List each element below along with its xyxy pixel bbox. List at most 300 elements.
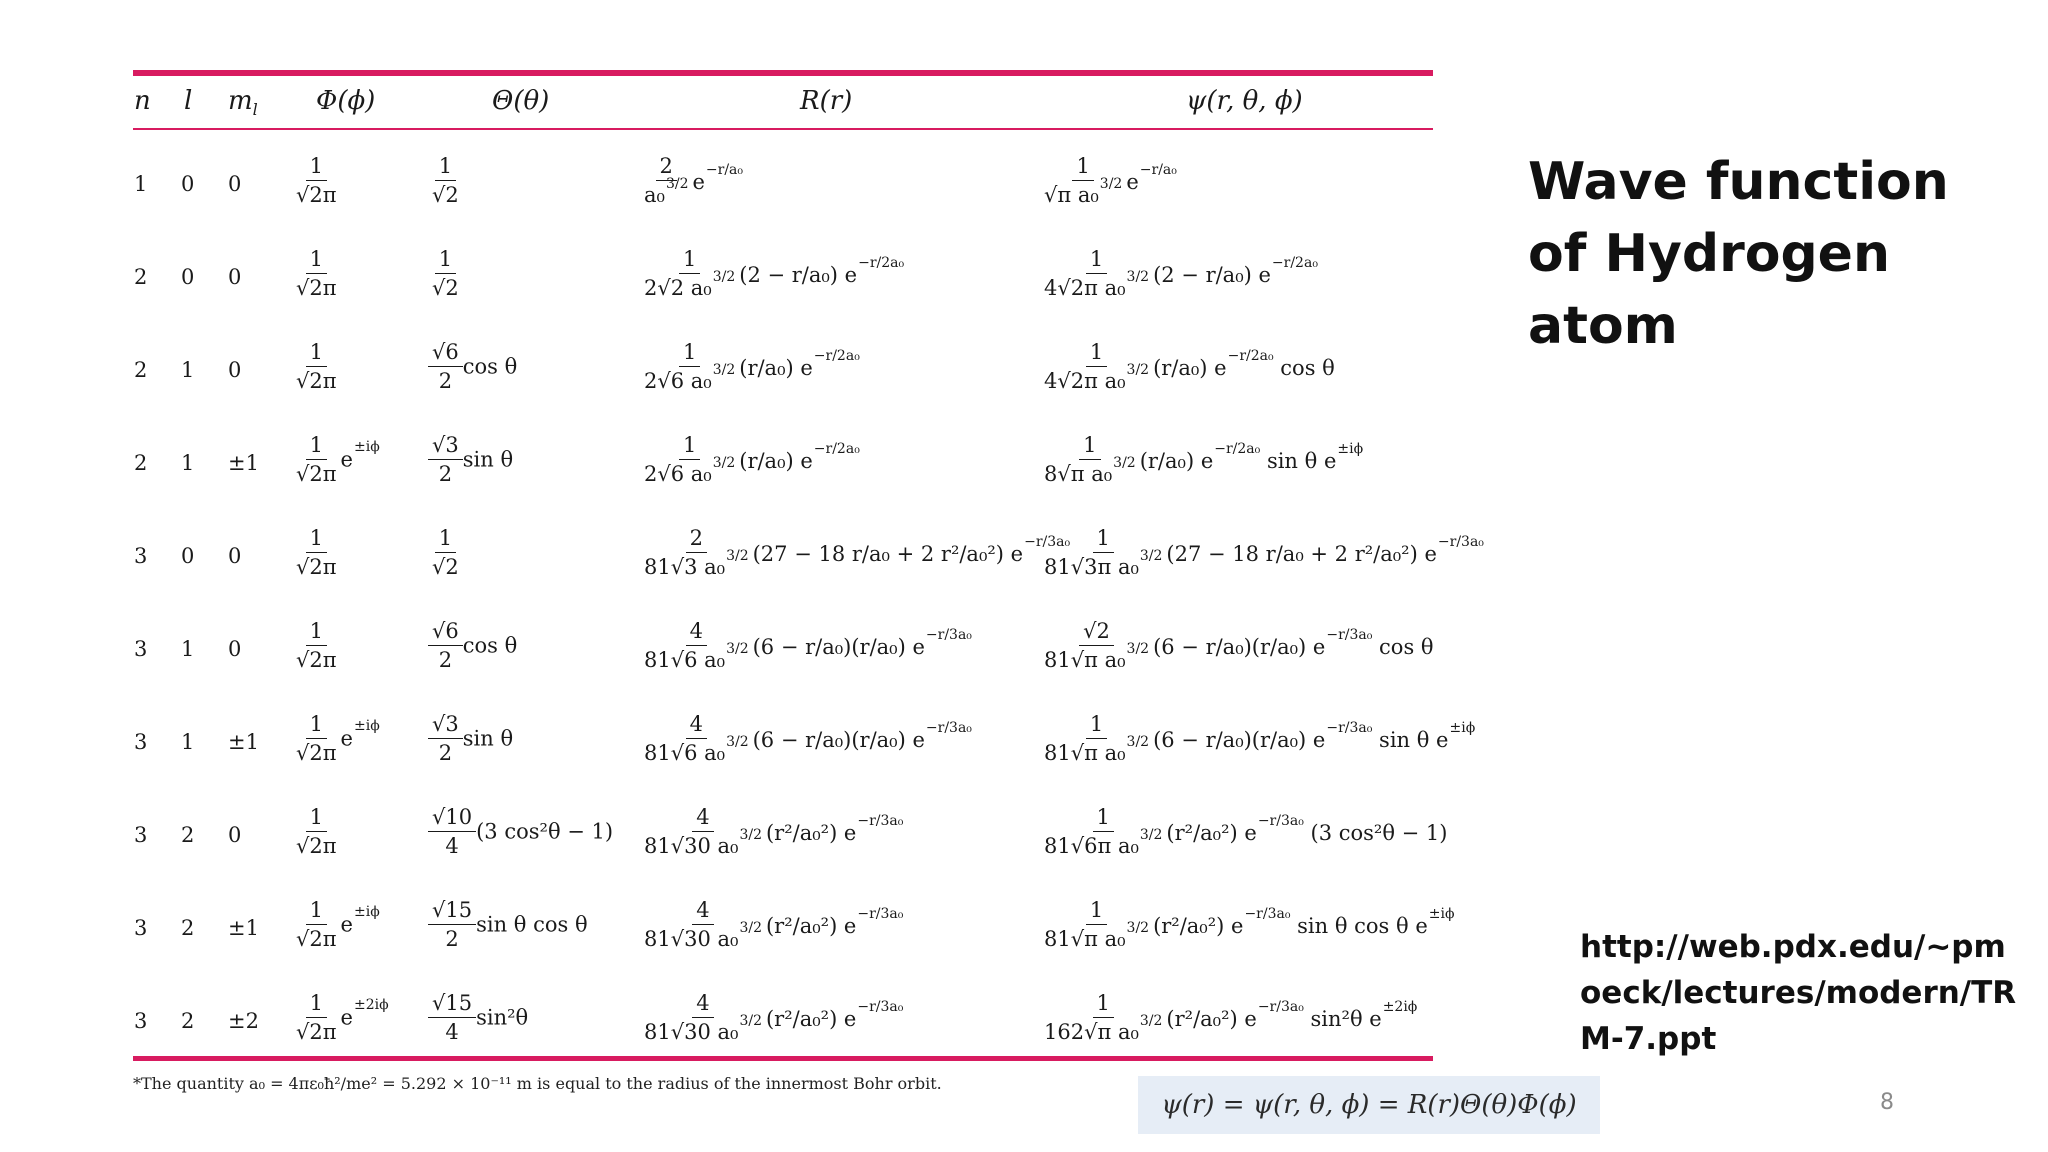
psi-cell-factor: (r/a₀) e (1139, 449, 1214, 473)
phi-cell-denominator (292, 367, 341, 395)
quantum-number-ml: 0 (228, 358, 242, 382)
theta-cell (428, 617, 517, 674)
psi-cell-exponent-2: ±iϕ (1449, 719, 1476, 736)
theta-cell-fraction (428, 989, 476, 1046)
psi-cell-factor-2: sin θ e (1260, 449, 1337, 473)
radial-cell-numerator: 1 (679, 245, 700, 274)
psi-cell-denominator-exponent: 3/2 (1126, 641, 1150, 657)
theta-cell-fraction (428, 524, 463, 581)
psi-cell-fraction (1040, 338, 1153, 398)
theta-cell-fraction (428, 338, 463, 395)
radial-cell (640, 803, 903, 863)
psi-cell-fraction (1040, 710, 1153, 770)
phi-cell-fraction (292, 338, 341, 395)
page-number: 8 (1880, 1090, 1894, 1115)
psi-cell-factor: (6 − r/a₀)(r/a₀) e (1153, 635, 1326, 659)
theta-cell (428, 896, 588, 953)
phi-cell-fraction (292, 524, 341, 581)
phi-cell-denominator-text: √2π (296, 927, 337, 951)
radial-cell-factor: (r/a₀) e (739, 449, 813, 473)
psi-cell-denominator-exponent: 3/2 (1139, 827, 1163, 843)
psi-cell-denominator-exponent: 3/2 (1139, 548, 1163, 564)
radial-cell (640, 338, 860, 398)
table-row (0, 235, 1440, 327)
radial-cell-factor: (r²/a₀²) e (765, 821, 857, 845)
theta-cell (428, 989, 528, 1046)
radial-cell-denominator (640, 920, 766, 956)
header-ml-subscript: l (252, 100, 258, 120)
phi-cell (292, 989, 389, 1046)
theta-cell-denominator (435, 646, 456, 674)
theta-cell-numerator: √6 (428, 338, 463, 367)
psi-cell-factor-2: (3 cos²θ − 1) (1303, 821, 1448, 845)
psi-cell (1040, 524, 1484, 584)
psi-cell-exponent: −r/2a₀ (1214, 440, 1261, 457)
radial-cell-denominator-text: 2√2 a₀ (644, 276, 712, 300)
radial-cell (640, 989, 903, 1049)
phi-cell-numerator: 1 (306, 524, 327, 553)
radial-cell-numerator: 4 (692, 896, 713, 925)
phi-cell-numerator: 1 (306, 989, 327, 1018)
psi-cell-denominator-text: 4√2π a₀ (1044, 369, 1126, 393)
psi-cell (1040, 710, 1475, 770)
psi-cell-factor: (r²/a₀²) e (1166, 1007, 1257, 1031)
radial-cell-denominator-text: 81√3 a₀ (644, 555, 726, 579)
psi-cell-denominator-exponent: 3/2 (1126, 920, 1150, 936)
quantum-number-n: 3 (134, 637, 148, 661)
radial-cell-fraction (640, 617, 753, 677)
header-l: l (184, 86, 193, 116)
radial-cell-exponent: −r/3a₀ (857, 998, 904, 1015)
radial-cell-numerator: 1 (679, 431, 700, 460)
psi-cell-factor: (27 − 18 r/a₀ + 2 r²/a₀²) e (1166, 542, 1437, 566)
psi-cell-exponent: −r/2a₀ (1227, 347, 1274, 364)
theta-cell-fraction (428, 152, 463, 209)
quantum-number-l: 1 (181, 451, 195, 475)
table-top-rule (133, 70, 1433, 76)
radial-cell-exponent: −r/3a₀ (857, 812, 904, 829)
radial-cell (640, 617, 972, 677)
theta-cell-numerator: 1 (435, 245, 456, 274)
phi-cell (292, 524, 341, 581)
table-row (0, 514, 1484, 606)
header-theta: Θ(θ) (492, 86, 550, 116)
quantum-number-ml: 0 (228, 637, 242, 661)
phi-cell-exponent: ±2iϕ (353, 997, 389, 1013)
phi-cell-denominator-text: √2π (296, 648, 337, 672)
psi-cell-exponent-2: ±iϕ (1428, 905, 1455, 922)
radial-cell-denominator (640, 269, 739, 305)
psi-cell-exponent: −r/3a₀ (1437, 533, 1484, 550)
phi-cell-denominator (292, 925, 341, 953)
radial-cell-denominator-exponent: 3/2 (726, 548, 749, 564)
psi-cell-denominator (1040, 455, 1140, 491)
theta-cell-fraction (428, 431, 463, 488)
radial-cell-denominator-exponent: 3/2 (726, 641, 749, 657)
radial-cell-denominator-exponent: 3/2 (665, 176, 689, 192)
phi-cell-denominator-text: √2π (296, 1020, 337, 1044)
quantum-number-l: 2 (181, 1009, 195, 1033)
theta-cell-fraction (428, 896, 476, 953)
psi-cell-denominator (1040, 269, 1153, 305)
quantum-number-ml: ±1 (228, 730, 259, 754)
radial-cell-factor: (27 − 18 r/a₀ + 2 r²/a₀²) e (752, 542, 1024, 566)
quantum-number-l: 0 (181, 265, 195, 289)
table-row (0, 142, 1440, 234)
theta-cell (428, 431, 513, 488)
phi-cell-denominator (292, 181, 341, 209)
theta-cell-numerator: 1 (435, 524, 456, 553)
quantum-number-l: 0 (181, 172, 195, 196)
radial-cell-denominator-exponent: 3/2 (739, 827, 762, 843)
radial-cell-fraction (640, 896, 766, 956)
theta-cell-factor: sin θ (462, 726, 514, 751)
theta-cell-denominator-text: 2 (445, 927, 459, 951)
radial-cell-denominator-exponent: 3/2 (739, 920, 762, 936)
quantum-number-ml: 0 (228, 823, 242, 847)
phi-cell-numerator: 1 (306, 710, 327, 739)
theta-cell-factor: cos θ (462, 354, 518, 379)
radial-cell-factor: (6 − r/a₀)(r/a₀) e (752, 728, 925, 752)
psi-cell-factor: (r/a₀) e (1153, 356, 1227, 380)
phi-cell-denominator (292, 739, 341, 767)
phi-cell-denominator (292, 646, 341, 674)
psi-cell-factor: (r²/a₀²) e (1153, 914, 1244, 938)
quantum-number-n: 1 (134, 172, 148, 196)
psi-cell-denominator-text: 81√π a₀ (1044, 741, 1126, 765)
phi-cell-exponent: ±iϕ (353, 718, 380, 734)
phi-cell (292, 617, 341, 674)
quantum-number-ml: 0 (228, 265, 242, 289)
table-footnote: *The quantity a₀ = 4πε₀ħ²/me² = 5.292 × 10⁻¹¹ m is equal to the radius of the innermost Bohr orbit. (133, 1074, 942, 1093)
radial-cell-fraction (640, 152, 692, 212)
psi-cell-denominator-exponent: 3/2 (1126, 734, 1150, 750)
radial-cell-denominator-text: 81√30 a₀ (644, 927, 739, 951)
theta-cell-factor: (3 cos²θ − 1) (476, 819, 614, 844)
quantum-number-ml: ±1 (228, 451, 259, 475)
radial-cell-denominator (640, 176, 692, 212)
psi-cell-factor: (6 − r/a₀)(r/a₀) e (1153, 728, 1326, 752)
phi-cell-fraction (292, 617, 341, 674)
theta-cell-denominator-text: √2 (432, 183, 459, 207)
theta-cell (428, 152, 463, 209)
theta-cell-numerator: √3 (428, 710, 463, 739)
header-ml (228, 86, 258, 119)
psi-cell-fraction (1040, 524, 1166, 584)
psi-cell-denominator-exponent: 3/2 (1139, 1013, 1163, 1029)
psi-cell-denominator-text: 81√6π a₀ (1044, 834, 1139, 858)
radial-cell-fraction (640, 989, 766, 1049)
psi-cell-numerator: 1 (1086, 710, 1107, 739)
source-url: http://web.pdx.edu/~pmoeck/lectures/modern/TRM-7.ppt (1580, 929, 2017, 1057)
radial-cell (640, 710, 972, 770)
theta-cell-denominator-text: 2 (438, 462, 453, 486)
psi-cell-factor: e (1126, 170, 1139, 194)
quantum-number-ml: ±1 (228, 916, 259, 940)
theta-cell-denominator-text: √2 (432, 276, 459, 300)
theta-cell (428, 245, 463, 302)
psi-cell-fraction (1040, 617, 1153, 677)
theta-cell (428, 710, 513, 767)
radial-cell-factor: e (692, 170, 705, 194)
theta-cell-factor: sin θ cos θ (476, 912, 588, 937)
psi-cell-denominator (1040, 176, 1126, 212)
theta-cell-fraction (428, 803, 476, 860)
theta-cell-factor: cos θ (462, 633, 518, 658)
phi-cell (292, 803, 341, 860)
quantum-number-ml: 0 (228, 544, 242, 568)
radial-cell-denominator-text: 81√6 a₀ (644, 741, 726, 765)
psi-cell-fraction (1040, 989, 1166, 1049)
psi-cell-denominator-exponent: 3/2 (1113, 455, 1136, 471)
psi-cell-denominator (1040, 827, 1166, 863)
phi-cell (292, 710, 380, 767)
quantum-number-l: 2 (181, 823, 195, 847)
psi-cell-numerator: 1 (1086, 896, 1107, 925)
radial-cell-denominator-text: 2√6 a₀ (644, 462, 712, 486)
quantum-number-n: 2 (134, 358, 148, 382)
phi-cell (292, 896, 380, 953)
psi-cell-numerator: √2 (1079, 617, 1114, 646)
theta-cell-numerator: √15 (428, 896, 476, 925)
psi-cell-exponent: −r/3a₀ (1326, 626, 1373, 643)
product-formula: ψ(r) = ψ(r, θ, ϕ) = R(r)Θ(θ)Φ(ϕ) (1138, 1076, 1600, 1134)
psi-cell-factor: (r²/a₀²) e (1166, 821, 1257, 845)
psi-cell-factor-2: sin²θ e (1303, 1007, 1382, 1031)
radial-cell-exponent: −r/2a₀ (813, 347, 860, 364)
quantum-number-n: 3 (134, 544, 148, 568)
slide-title: Wave function of Hydrogen atom (1528, 152, 1949, 356)
theta-cell-fraction (428, 710, 463, 767)
radial-cell-fraction (640, 245, 739, 305)
quantum-number-l: 1 (181, 358, 195, 382)
radial-cell-denominator (640, 1013, 766, 1049)
radial-cell-denominator (640, 827, 766, 863)
psi-cell-fraction (1040, 152, 1126, 212)
phi-cell-numerator: 1 (306, 431, 327, 460)
radial-cell-factor: (2 − r/a₀) e (739, 263, 858, 287)
psi-cell-factor-2: cos θ (1372, 635, 1434, 659)
phi-cell-denominator-text: √2π (296, 183, 337, 207)
table-row (0, 421, 1440, 513)
header-phi: Φ(ϕ) (316, 86, 376, 116)
quantum-number-n: 3 (134, 1009, 148, 1033)
theta-cell (428, 524, 463, 581)
theta-cell-denominator-text: √2 (432, 555, 459, 579)
radial-cell-fraction (640, 338, 739, 398)
radial-cell-denominator-text: 81√6 a₀ (644, 648, 726, 672)
table-header-rule (133, 128, 1433, 130)
radial-cell (640, 152, 743, 212)
psi-cell-denominator (1040, 548, 1166, 584)
psi-cell (1040, 803, 1447, 863)
theta-cell-denominator (441, 925, 462, 953)
psi-cell-denominator-text: 81√π a₀ (1044, 648, 1126, 672)
phi-cell (292, 431, 380, 488)
radial-cell-fraction (640, 710, 753, 770)
quantum-number-n: 2 (134, 265, 148, 289)
radial-cell-denominator-text: 81√30 a₀ (644, 834, 739, 858)
table-row (0, 607, 1440, 699)
psi-cell-denominator (1040, 362, 1153, 398)
table-row (0, 328, 1440, 420)
psi-cell-denominator-exponent: 3/2 (1126, 269, 1150, 285)
theta-cell-denominator (441, 1018, 462, 1046)
phi-cell-fraction (292, 803, 341, 860)
psi-cell-numerator: 1 (1093, 803, 1114, 832)
radial-cell-numerator: 1 (679, 338, 700, 367)
phi-cell (292, 338, 341, 395)
psi-cell-exponent: −r/2a₀ (1271, 254, 1318, 271)
theta-cell-numerator: 1 (435, 152, 456, 181)
theta-cell-denominator (428, 274, 463, 302)
theta-cell-denominator (441, 832, 462, 860)
radial-cell-denominator-exponent: 3/2 (726, 734, 749, 750)
theta-cell-denominator (428, 553, 463, 581)
psi-cell-factor-2: sin θ e (1372, 728, 1449, 752)
psi-cell (1040, 152, 1177, 212)
quantum-number-n: 3 (134, 730, 148, 754)
quantum-number-n: 2 (134, 451, 148, 475)
phi-cell-fraction (292, 152, 341, 209)
radial-cell (640, 431, 860, 491)
psi-cell-denominator (1040, 641, 1153, 677)
phi-cell-factor: e (340, 912, 353, 937)
psi-cell (1040, 245, 1318, 305)
header-n: n (134, 86, 151, 116)
quantum-number-l: 1 (181, 637, 195, 661)
phi-cell-denominator-text: √2π (296, 462, 337, 486)
quantum-number-ml: ±2 (228, 1009, 259, 1033)
psi-cell-denominator-text: 81√3π a₀ (1044, 555, 1139, 579)
phi-cell-numerator: 1 (306, 617, 327, 646)
quantum-number-l: 2 (181, 916, 195, 940)
radial-cell-numerator: 4 (692, 989, 713, 1018)
psi-cell-denominator-text: 162√π a₀ (1044, 1020, 1139, 1044)
radial-cell-denominator (640, 734, 753, 770)
theta-cell-factor: sin²θ (476, 1005, 529, 1030)
psi-cell-exponent-2: ±2iϕ (1382, 998, 1418, 1015)
radial-cell-numerator: 2 (686, 524, 707, 553)
phi-cell-exponent: ±iϕ (353, 439, 380, 455)
theta-cell-factor: sin θ (462, 447, 514, 472)
radial-cell-denominator-text: 81√30 a₀ (644, 1020, 739, 1044)
phi-cell-factor: e (340, 726, 353, 751)
psi-cell-exponent: −r/3a₀ (1244, 905, 1291, 922)
phi-cell-numerator: 1 (306, 896, 327, 925)
theta-cell-denominator (428, 181, 463, 209)
theta-cell-denominator (435, 367, 456, 395)
phi-cell-numerator: 1 (306, 152, 327, 181)
radial-cell (640, 524, 1070, 584)
radial-cell-factor: (r/a₀) e (739, 356, 813, 380)
phi-cell-denominator (292, 1018, 341, 1046)
psi-cell-fraction (1040, 431, 1140, 491)
phi-cell-numerator: 1 (306, 338, 327, 367)
quantum-number-n: 3 (134, 823, 148, 847)
psi-cell (1040, 896, 1455, 956)
psi-cell-fraction (1040, 803, 1166, 863)
theta-cell-numerator: √3 (428, 431, 463, 460)
radial-cell-exponent: −r/a₀ (705, 161, 744, 178)
psi-cell-denominator (1040, 920, 1153, 956)
theta-cell-numerator: √10 (428, 803, 476, 832)
psi-cell-denominator-exponent: 3/2 (1099, 176, 1123, 192)
radial-cell-denominator-exponent: 3/2 (712, 362, 736, 378)
psi-cell-exponent: −r/3a₀ (1326, 719, 1373, 736)
radial-cell-factor: (r²/a₀²) e (765, 1007, 857, 1031)
phi-cell-denominator-text: √2π (296, 741, 337, 765)
phi-cell-denominator (292, 274, 341, 302)
radial-cell-fraction (640, 524, 753, 584)
phi-cell-denominator (292, 460, 341, 488)
radial-cell-exponent: −r/3a₀ (1024, 533, 1071, 550)
phi-cell-denominator-text: √2π (296, 369, 337, 393)
psi-cell-denominator-text: √π a₀ (1044, 183, 1099, 207)
radial-cell-exponent: −r/2a₀ (858, 254, 905, 271)
phi-cell-fraction (292, 245, 341, 302)
psi-cell (1040, 431, 1363, 491)
psi-cell-denominator (1040, 734, 1153, 770)
radial-cell-exponent: −r/3a₀ (925, 719, 972, 736)
quantum-number-n: 3 (134, 916, 148, 940)
psi-cell-factor-2: sin θ cos θ e (1290, 914, 1428, 938)
phi-cell-factor: e (340, 447, 353, 472)
phi-cell-denominator-text: √2π (296, 276, 337, 300)
theta-cell-denominator-text: 4 (445, 1020, 459, 1044)
psi-cell-numerator: 1 (1086, 338, 1107, 367)
theta-cell-denominator-text: 2 (438, 369, 453, 393)
quantum-number-l: 0 (181, 544, 195, 568)
theta-cell-numerator: √6 (428, 617, 463, 646)
theta-cell-fraction (428, 245, 463, 302)
theta-cell-fraction (428, 617, 463, 674)
radial-cell (640, 896, 903, 956)
theta-cell (428, 338, 517, 395)
psi-cell-exponent: −r/3a₀ (1257, 998, 1304, 1015)
theta-cell-denominator-text: 2 (438, 741, 453, 765)
phi-cell-numerator: 1 (306, 803, 327, 832)
phi-cell-fraction (292, 710, 341, 767)
psi-cell (1040, 989, 1417, 1049)
psi-cell-denominator-text: 8√π a₀ (1044, 462, 1113, 486)
radial-cell-factor: (6 − r/a₀)(r/a₀) e (752, 635, 925, 659)
radial-cell-denominator-exponent: 3/2 (739, 1013, 762, 1029)
radial-cell-exponent: −r/3a₀ (857, 905, 904, 922)
header-ml-symbol: m (228, 86, 253, 116)
phi-cell (292, 152, 341, 209)
phi-cell-factor: e (340, 1005, 353, 1030)
psi-cell-fraction (1040, 896, 1153, 956)
table-row (0, 793, 1448, 885)
phi-cell-exponent: ±iϕ (353, 904, 380, 920)
theta-cell-numerator: √15 (428, 989, 476, 1018)
radial-cell-numerator: 4 (692, 803, 713, 832)
phi-cell-fraction (292, 896, 341, 953)
theta-cell-denominator-text: 2 (438, 648, 453, 672)
radial-cell-denominator-text: a₀ (644, 183, 665, 207)
phi-cell-fraction (292, 989, 341, 1046)
phi-cell (292, 245, 341, 302)
psi-cell (1040, 338, 1335, 398)
header-psi: ψ(r, θ, ϕ) (1186, 86, 1303, 116)
psi-cell-numerator: 1 (1093, 989, 1114, 1018)
psi-cell-numerator: 1 (1072, 152, 1093, 181)
psi-cell-numerator: 1 (1079, 431, 1100, 460)
psi-cell-denominator-text: 81√π a₀ (1044, 927, 1126, 951)
table-row (0, 979, 1440, 1071)
radial-cell (640, 245, 904, 305)
